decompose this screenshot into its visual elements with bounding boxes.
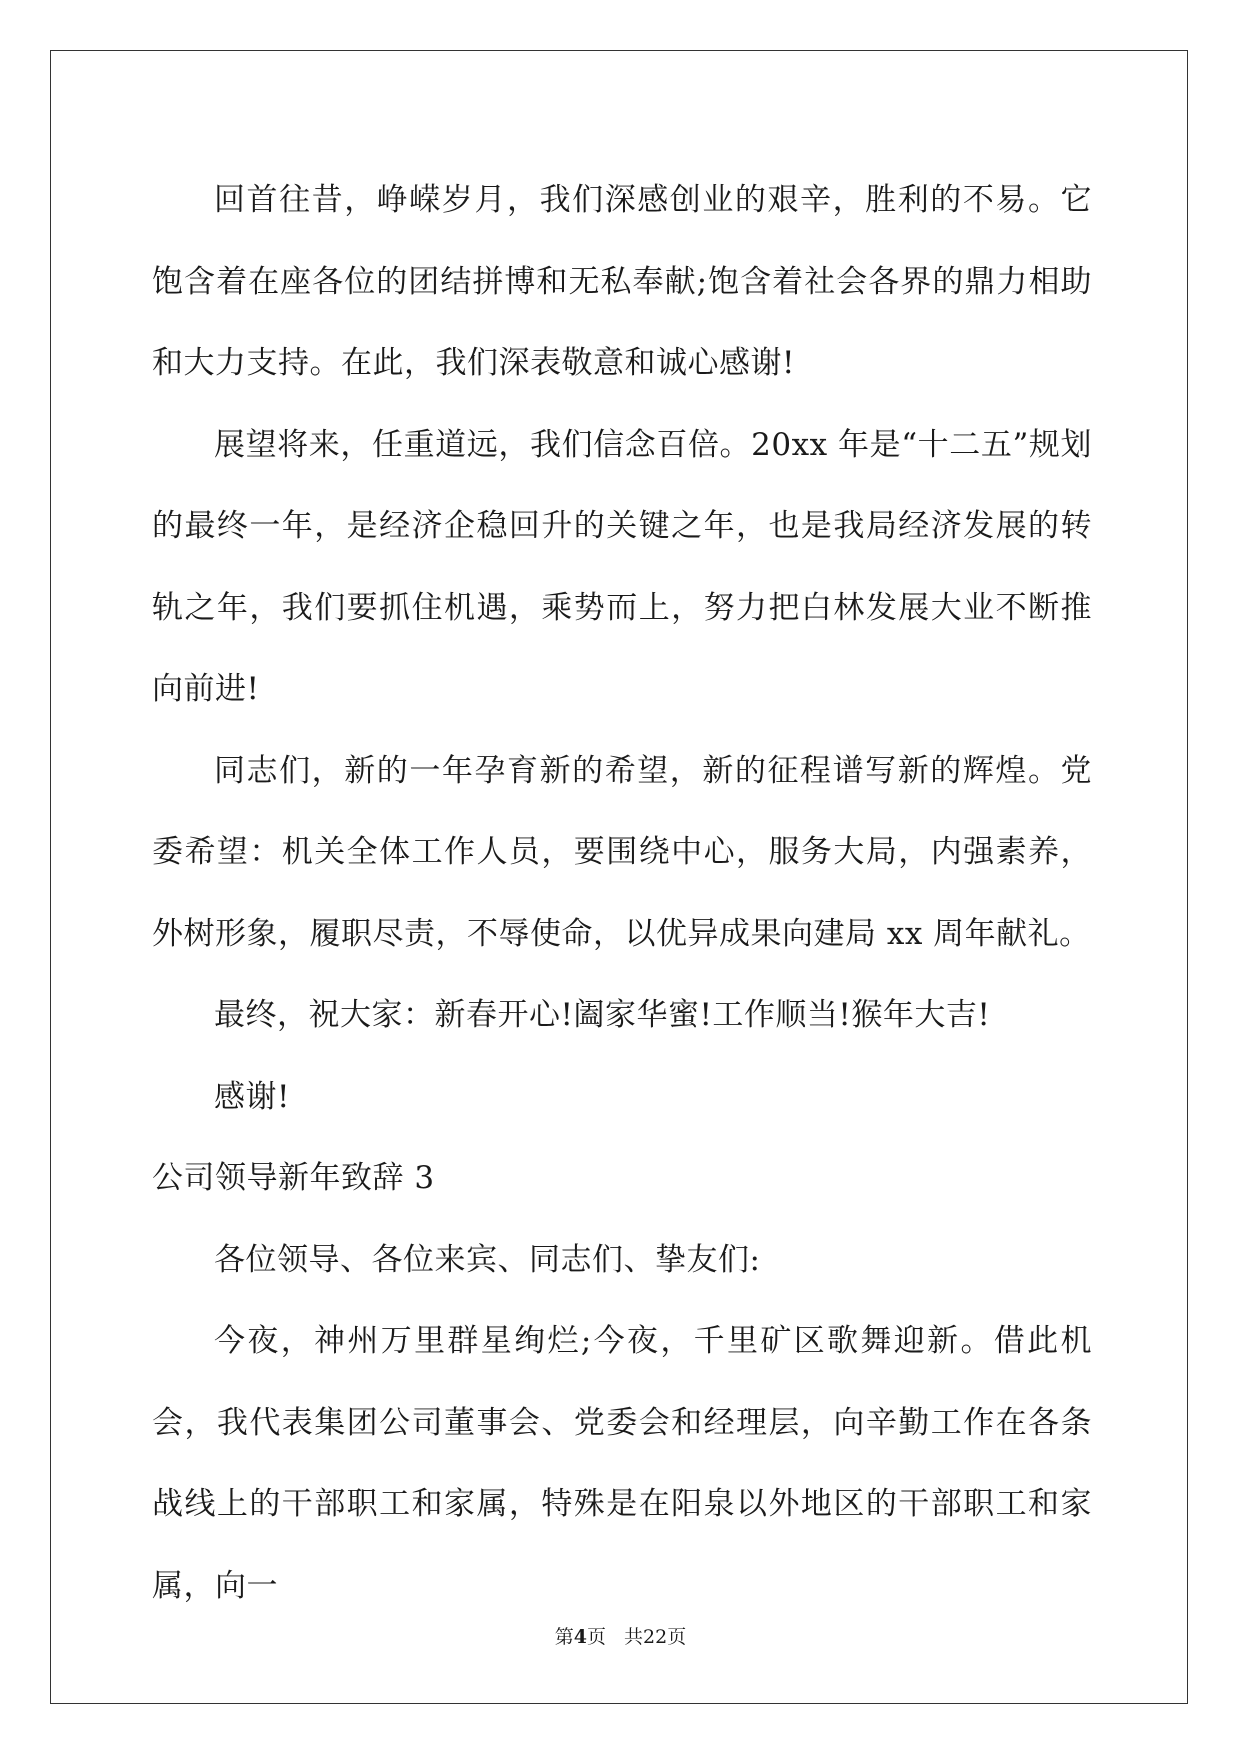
footer-total-suffix: 页 xyxy=(667,1626,687,1648)
paragraph-3: 同志们，新的一年孕育新的希望，新的征程谱写新的辉煌。党委希望：机关全体工作人员，要围绕中心，服务大局，内强素养，外树形象，履职尽责，不辱使命，以优异成果向建局 xx 周年献礼。 xyxy=(152,752,1092,952)
salutation: 各位领导、各位来宾、同志们、挚友们: xyxy=(214,1241,761,1278)
paragraph-2: 展望将来，任重道远，我们信念百倍。20xx 年是“十二五”规划的最终一年，是经济企稳回升的关键之年，也是我局经济发展的转轨之年，我们要抓住机遇，乘势而上，努力把白林发展大业不断推向前进! xyxy=(152,426,1092,707)
paragraph-5: 感谢! xyxy=(214,1078,290,1115)
footer-prefix: 第 xyxy=(554,1626,574,1648)
footer-page-suffix: 页 xyxy=(587,1626,607,1648)
section-heading: 公司领导新年致辞 3 xyxy=(152,1160,435,1196)
page-footer xyxy=(0,1622,1241,1649)
paragraph-6: 今夜，神州万里群星绚烂;今夜，千里矿区歌舞迎新。借此机会，我代表集团公司董事会、党委会和经理层，向辛勤工作在各条战线上的干部职工和家属，特殊是在阳泉以外地区的干部职工和家属，向一 xyxy=(152,1323,1092,1604)
current-page-number: 4 xyxy=(573,1626,587,1648)
document-body xyxy=(152,160,1092,1627)
paragraph-1: 回首往昔，峥嵘岁月，我们深感创业的艰辛，胜利的不易。它饱含着在座各位的团结拼博和无私奉献;饱含着社会各界的鼎力相助和大力支持。在此，我们深表敬意和诚心感谢! xyxy=(152,182,1092,381)
total-pages: 22 xyxy=(643,1626,668,1648)
footer-total-prefix: 共 xyxy=(624,1626,644,1648)
paragraph-4: 最终，祝大家：新春开心!阖家华蜜!工作顺当!猴年大吉! xyxy=(214,997,991,1033)
